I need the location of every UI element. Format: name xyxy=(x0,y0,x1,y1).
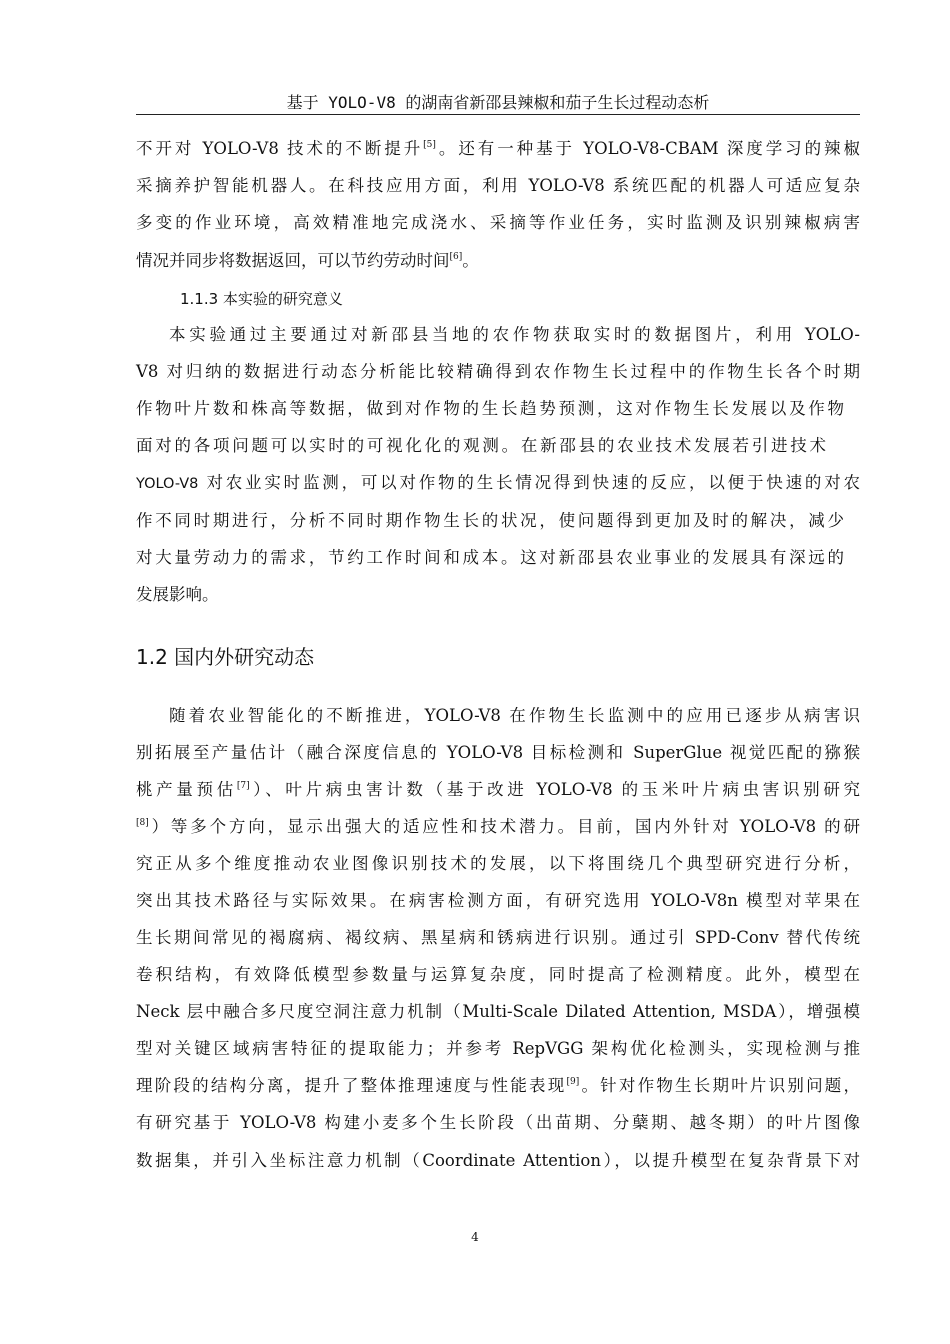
text-run: ）等多个方向，显示出强大的适应性和技术潜力。目前，国内外针对 YOLO-V8 的研 xyxy=(148,817,860,836)
text-run: 桃产量预估 xyxy=(136,780,237,799)
section-heading-1-2: 1.2 国内外研究动态 xyxy=(136,645,315,669)
text-run: 情况并同步将数据返回，可以节约劳动时间 xyxy=(136,251,450,270)
body-line xyxy=(136,778,860,802)
body-line: 面对的各项问题可以实时的可视化化的观测。在新邵县的农业技术发展若引进技术 xyxy=(136,436,826,455)
text-run: ）、叶片病虫害计数（基于改进 YOLO-V8 的玉米叶片病虫害识别研究 xyxy=(249,780,861,799)
header-rule xyxy=(136,114,860,115)
body-line: V8 对归纳的数据进行动态分析能比较精确得到农作物生长过程中的作物生长各个时期 xyxy=(136,362,860,381)
citation: [5] xyxy=(423,140,436,150)
body-line xyxy=(136,249,479,273)
body-line: 有研究基于 YOLO-V8 构建小麦多个生长阶段（出苗期、分蘖期、越冬期）的叶片图像 xyxy=(136,1113,860,1132)
running-header: 基于 YOLO-V8 的湖南省新邵县辣椒和茄子生长过程动态析 xyxy=(286,93,710,112)
text-run: 。 xyxy=(462,251,479,270)
text-run: 理阶段的结构分离，提升了整体推理速度与性能表现 xyxy=(136,1076,567,1095)
body-line: 随着农业智能化的不断推进，YOLO-V8 在作物生长监测中的应用已逐步从病害识 xyxy=(169,706,860,725)
body-line: 作不同时期进行，分析不同时期作物生长的状况，使问题得到更加及时的解决，减少 xyxy=(136,511,844,530)
body-line: 作物叶片数和株高等数据，做到对作物的生长趋势预测，这对作物生长发展以及作物 xyxy=(136,399,844,418)
body-line: 型对关键区域病害特征的提取能力；并参考 RepVGG 架构优化检测头，实现检测与推 xyxy=(136,1039,860,1058)
body-line: 卷积结构，有效降低模型参数量与运算复杂度，同时提高了检测精度。此外，模型在 xyxy=(136,965,860,984)
body-line xyxy=(136,471,860,496)
page-number: 4 xyxy=(471,1230,479,1244)
citation: [9] xyxy=(566,1077,580,1087)
text-run: YOLO-V8 xyxy=(136,476,199,492)
body-line: 究正从多个维度推动农业图像识别技术的发展，以下将围绕几个典型研究进行分析， xyxy=(136,854,860,873)
body-line: 生长期间常见的褐腐病、褐纹病、黑星病和锈病进行识别。通过引 SPD-Conv 替代传统 xyxy=(136,928,860,947)
citation: [8] xyxy=(136,818,149,828)
body-line: 本实验通过主要通过对新邵县当地的农作物获取实时的数据图片，利用 YOLO- xyxy=(169,325,860,344)
text-run: 。还有一种基于 YOLO-V8-CBAM 深度学习的辣椒 xyxy=(435,139,861,158)
body-line xyxy=(136,137,860,161)
body-line: 发展影响。 xyxy=(136,585,219,604)
body-line: 数据集，并引入坐标注意力机制（Coordinate Attention），以提升模型在复杂背景下对 xyxy=(136,1151,860,1170)
text-run: 。针对作物生长期叶片识别问题， xyxy=(579,1076,861,1095)
body-line: 采摘养护智能机器人。在科技应用方面，利用 YOLO-V8 系统匹配的机器人可适应复杂 xyxy=(136,176,860,195)
citation: [7] xyxy=(236,781,250,791)
body-line xyxy=(136,815,860,839)
text-run: 不开对 YOLO-V8 技术的不断提升 xyxy=(136,139,424,158)
section-heading-1-1-3: 1.1.3 本实验的研究意义 xyxy=(180,290,343,308)
body-line: 突出其技术路径与实际效果。在病害检测方面，有研究选用 YOLO-V8n 模型对苹果在 xyxy=(136,891,860,910)
body-line: 对大量劳动力的需求，节约工作时间和成本。这对新邵县农业事业的发展具有深远的 xyxy=(136,548,844,567)
text-run: 对农业实时监测，可以对作物的生长情况得到快速的反应，以便于快速的对农 xyxy=(198,473,860,492)
body-line: Neck 层中融合多尺度空洞注意力机制（Multi-Scale Dilated Attention, MSDA），增强模 xyxy=(136,1002,860,1021)
citation: [6] xyxy=(449,252,463,262)
body-line: 多变的作业环境，高效精准地完成浇水、采摘等作业任务，实时监测及识别辣椒病害 xyxy=(136,213,860,232)
body-line: 别拓展至产量估计（融合深度信息的 YOLO-V8 目标检测和 SuperGlue 视觉匹配的猕猴 xyxy=(136,743,860,762)
body-line xyxy=(136,1074,860,1098)
